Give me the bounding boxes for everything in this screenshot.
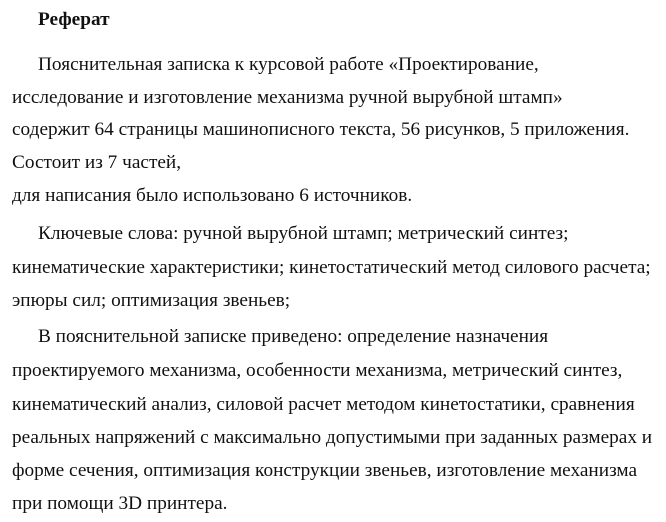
- text-line: Ключевые слова: ручной вырубной штамп; метрический синтез;: [38, 223, 569, 244]
- text-line: реальных напряжений с максимально допустимыми при заданных размерах и: [12, 427, 653, 448]
- text-line: исследование и изготовление механизма ручной вырубной штамп»: [12, 87, 563, 108]
- text-line: кинематический анализ, силовой расчет методом кинетостатики, сравнения: [12, 394, 635, 415]
- document-title: Реферат: [38, 9, 110, 30]
- text-line: проектируемого механизма, особенности механизма, метрический синтез,: [12, 360, 623, 381]
- text-line: Пояснительная записка к курсовой работе «Проектирование,: [38, 54, 539, 75]
- text-line: форме сечения, оптимизация конструкции звеньев, изготовление механизма: [12, 460, 638, 481]
- text-line: Состоит из 7 частей,: [12, 152, 182, 173]
- text-line: содержит 64 страницы машинописного текста, 56 рисунков, 5 приложения.: [12, 119, 630, 140]
- text-line: эпюры сил; оптимизация звеньев;: [12, 290, 291, 311]
- text-line: кинематические характеристики; кинетостатический метод силового расчета;: [12, 257, 651, 278]
- text-line: В пояснительной записке приведено: определение назначения: [38, 326, 549, 347]
- text-line: при помощи 3D принтера.: [12, 493, 228, 514]
- text-line: для написания было использовано 6 источников.: [12, 185, 413, 206]
